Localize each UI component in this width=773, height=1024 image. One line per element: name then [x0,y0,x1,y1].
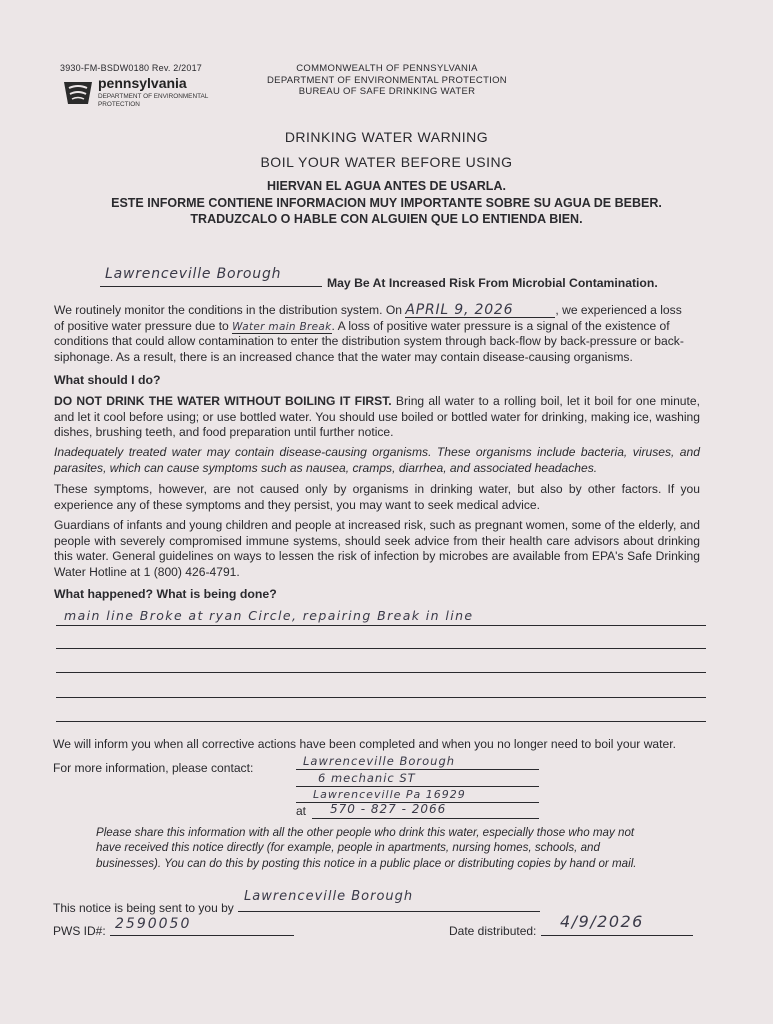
pws-id-value: 2590050 [115,916,192,932]
inform-text: We will inform you when all corrective actions have been completed and when you no longer need to boil your water. [53,737,676,751]
contact-name: Lawrenceville Borough [303,754,456,768]
system-name-field [105,265,281,282]
pws-id-label: PWS ID#: [53,924,106,938]
date-distributed-value: 4/9/2026 [560,912,644,931]
what-happened-heading: What happened? What is being done? [54,587,277,601]
organisms-paragraph: Inadequately treated water may contain disease-causing organisms. These organisms include bacteria, viruses, and parasites, which can cause symptoms such as nausea, cramps, diarrhea, and associated headaches. [54,445,700,475]
sent-by-label: This notice is being sent to you by [53,901,234,915]
pws-id-line [110,935,294,936]
date-distributed-line [541,935,693,936]
spanish-line1: HIERVAN EL AGUA ANTES DE USARLA. [267,179,506,193]
system-name: Lawrenceville Borough [105,266,282,282]
pa-dep-logo [62,76,222,110]
answer-line-5 [56,721,706,722]
contact-phone: 570 - 827 - 2066 [330,802,447,816]
answer-line-2 [56,648,706,649]
logo-dept-line2: PROTECTION [98,100,140,108]
contact-at-label: at [296,804,307,818]
incident-cause: Water main Break [232,320,332,333]
agency-line2: DEPARTMENT OF ENVIRONMENTAL PROTECTION [267,74,507,86]
incident-line2-pre: of positive water pressure due to [54,318,229,333]
form-number: 3930-FM-BSDW0180 Rev. 2/2017 [60,63,202,73]
incident-mid: , we experienced a loss [555,303,682,317]
contact-street-line [296,786,539,787]
what-happened-answer: main line Broke at ryan Circle, repairing Break in line [64,608,474,623]
warning-title: DRINKING WATER WARNING [284,129,489,145]
logo-dept-name [98,93,208,108]
risk-text: May Be At Increased Risk From Microbial Contamination. [327,276,658,290]
boil-instructions [54,394,700,441]
sent-by-line [238,911,540,912]
spanish-line3: TRADUZCALO O HABLE CON ALGUIEN QUE LO ENTIENDA BIEN. [190,212,583,226]
agency-line1: COMMONWEALTH OF PENNSYLVANIA [296,63,478,74]
answer-line-1 [56,625,706,626]
logo-dept-line1: DEPARTMENT OF ENVIRONMENTAL [98,93,209,100]
incident-intro: We routinely monitor the conditions in the distribution system. On [54,303,402,317]
incident-date: APRIL 9, 2026 [405,304,555,318]
boil-instructions-text: Bring all water to a rolling boil, let it boil for one minute, and let it cool before using; or use bottled water. You should use boiled or bottled water for drinking, making ice, washing dishes, brushing teeth, and food preparation until further notice. [54,394,700,440]
boil-bold-instruction: DO NOT DRINK THE WATER WITHOUT BOILING IT FIRST. [54,394,392,408]
agency-line3: BUREAU OF SAFE DRINKING WATER [298,86,476,97]
incident-paragraph: We routinely monitor the conditions in the distribution system. On APRIL 9, 2026 , we experienced a loss of positive water pressure due to Water main Break. A loss of positive water pressure is a signal of the existence of conditions that could allow contamination to enter the distribution system through back-flow by back-pressure or back-siphonage. As a result, there is an increased chance that the water may contain disease-causing organisms. [54,302,684,364]
date-distributed-label: Date distributed: [449,924,537,938]
agency-block [262,63,512,98]
incident-line2-post: A loss of positive water pressure is a signal of the existence of [337,318,670,333]
answer-line-3 [56,672,706,673]
logo-state-name: pennsylvania [98,75,187,91]
answer-line-4 [56,697,706,698]
system-name-underline [100,286,322,287]
what-should-heading: What should I do? [54,373,161,387]
contact-city: Lawrenceville Pa 16929 [313,788,466,801]
contact-name-line [296,769,539,770]
keystone-logo-icon [62,76,94,108]
spanish-notice [0,178,773,228]
symptoms-paragraph: These symptoms, however, are not caused only by organisms in drinking water, but also by other factors. If you experience any of these symptoms and they persist, you may want to seek medical advice. [54,482,700,512]
incident-rest: conditions that could allow contamination to enter the distribution system through back-flow by back-pressure or back-siphonage. As a result, there is an increased chance that the water may contain disease-causing organisms. [54,334,684,364]
contact-label: For more information, please contact: [53,761,254,775]
guardians-paragraph: Guardians of infants and young children and people at increased risk, such as pregnant women, some of the elderly, and people with severely compromised immune systems, should seek advice from their health care advisors about drinking this water. General guidelines on ways to lessen the risk of infection by microbes are available from EPA's Safe Drinking Water Hotline at 1 (800) 426-4791. [54,518,700,579]
spanish-line2: ESTE INFORME CONTIENE INFORMACION MUY IMPORTANTE SOBRE SU AGUA DE BEBER. [111,195,662,210]
sent-by-value: Lawrenceville Borough [244,889,414,904]
contact-street: 6 mechanic ST [318,771,416,785]
contact-phone-line [312,818,539,819]
share-paragraph: Please share this information with all the other people who drink this water, especially those who may not have received this notice directly (for example, people in apartments, nursing homes, schools, and businesses). You can do this by posting this notice in a public place or distributing copies by hand or mail. [96,826,637,870]
boil-title: BOIL YOUR WATER BEFORE USING [260,154,513,170]
